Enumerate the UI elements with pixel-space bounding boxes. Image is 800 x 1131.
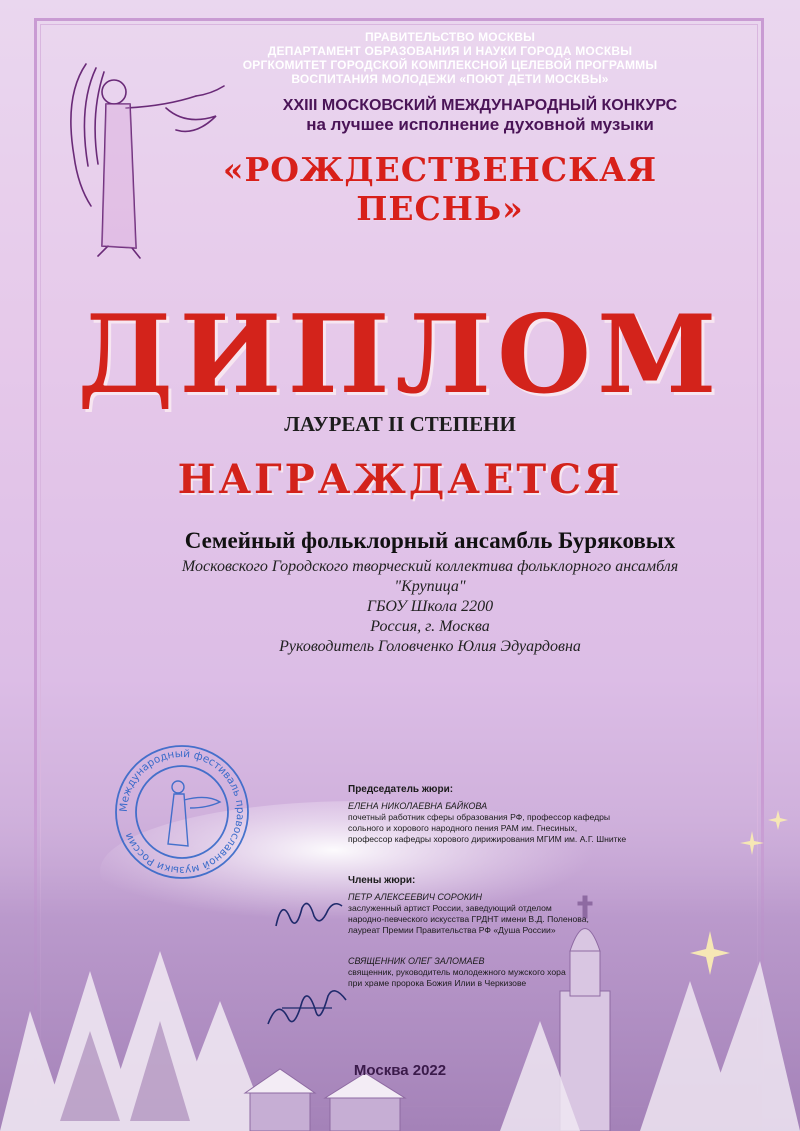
detail-line: "Крупица" bbox=[394, 578, 466, 595]
signature-1 bbox=[268, 888, 348, 938]
jury-chair-title: Председатель жюри: bbox=[348, 784, 454, 795]
city-year: Москва 2022 bbox=[353, 1062, 447, 1079]
detail-line: Московского Городского творческий коллектива фольклорного ансамбля bbox=[181, 558, 679, 575]
organizers-header bbox=[230, 30, 670, 86]
detail-line: Россия, г. Москва bbox=[370, 618, 490, 635]
jury-member-desc: заслуженный артист России, заведующий отделом bbox=[348, 903, 552, 913]
laureate-degree: ЛАУРЕАТ II СТЕПЕНИ bbox=[284, 412, 516, 436]
org-line: ПРАВИТЕЛЬСТВО МОСКВЫ bbox=[364, 30, 536, 44]
jury-member-name: ПЕТР АЛЕКСЕЕВИЧ СОРОКИН bbox=[348, 892, 483, 902]
contest-title bbox=[230, 96, 730, 135]
jury-member-name: СВЯЩЕННИК ОЛЕГ ЗАЛОМАЕВ bbox=[348, 956, 485, 966]
seal-ring-text: Международный фестиваль православной музыки России bbox=[117, 747, 247, 877]
jury-chair-desc: сольного и хорового народного пения РАМ им. Гнесиных, bbox=[348, 823, 578, 833]
contest-line-1: XXIII МОСКОВСКИЙ МЕЖДУНАРОДНЫЙ КОНКУРС bbox=[282, 97, 678, 114]
contest-line-2: на лучшее исполнение духовной музыки bbox=[306, 115, 654, 134]
awarded-heading: НАГРАЖДАЕТСЯ bbox=[177, 456, 623, 503]
jury-member bbox=[348, 956, 648, 989]
contest-name: «РОЖДЕСТВЕНСКАЯ ПЕСНЬ» bbox=[222, 150, 658, 228]
jury-chair bbox=[348, 801, 648, 845]
jury-chair-name: ЕЛЕНА НИКОЛАЕВНА БАЙКОВА bbox=[348, 801, 488, 811]
jury-member bbox=[348, 892, 648, 936]
recipient-details bbox=[110, 557, 750, 657]
detail-line: Руководитель Головченко Юлия Эдуардовна bbox=[279, 638, 581, 655]
jury-members-title: Члены жюри: bbox=[348, 875, 416, 886]
svg-text:Международный фестиваль правос bbox=[118, 748, 246, 876]
jury-chair-desc: почетный работник сферы образования РФ, профессор кафедры bbox=[348, 812, 611, 822]
org-line: ОРГКОМИТЕТ ГОРОДСКОЙ КОМПЛЕКСНОЙ ЦЕЛЕВОЙ ПРОГРАММЫ bbox=[242, 58, 658, 72]
org-line: ВОСПИТАНИЯ МОЛОДЕЖИ «ПОЮТ ДЕТИ МОСКВЫ» bbox=[291, 72, 609, 86]
festival-seal-stamp bbox=[112, 742, 252, 882]
jury-member-desc: народно-певческого искусства ГРДНТ имени В.Д. Поленова, bbox=[348, 914, 589, 924]
recipient-name: Семейный фольклорный ансамбль Буряковых bbox=[184, 528, 676, 553]
jury-member-desc: священник, руководитель молодежного мужского хора bbox=[348, 967, 566, 977]
jury-chair-desc: профессор кафедры хорового дирижирования МГИМ им. А.Г. Шнитке bbox=[348, 834, 627, 844]
org-line: ДЕПАРТАМЕНТ ОБРАЗОВАНИЯ И НАУКИ ГОРОДА МОСКВЫ bbox=[267, 44, 633, 58]
signature-2 bbox=[262, 978, 352, 1038]
jury-member-desc: при храме пророка Божия Илии в Черкизове bbox=[348, 978, 527, 988]
detail-line: ГБОУ Школа 2200 bbox=[366, 598, 494, 615]
jury-member-desc: лауреат Премии Правительства РФ «Душа России» bbox=[348, 925, 556, 935]
diploma-title: ДИПЛОМ bbox=[77, 292, 723, 418]
jury-block bbox=[348, 784, 648, 1001]
